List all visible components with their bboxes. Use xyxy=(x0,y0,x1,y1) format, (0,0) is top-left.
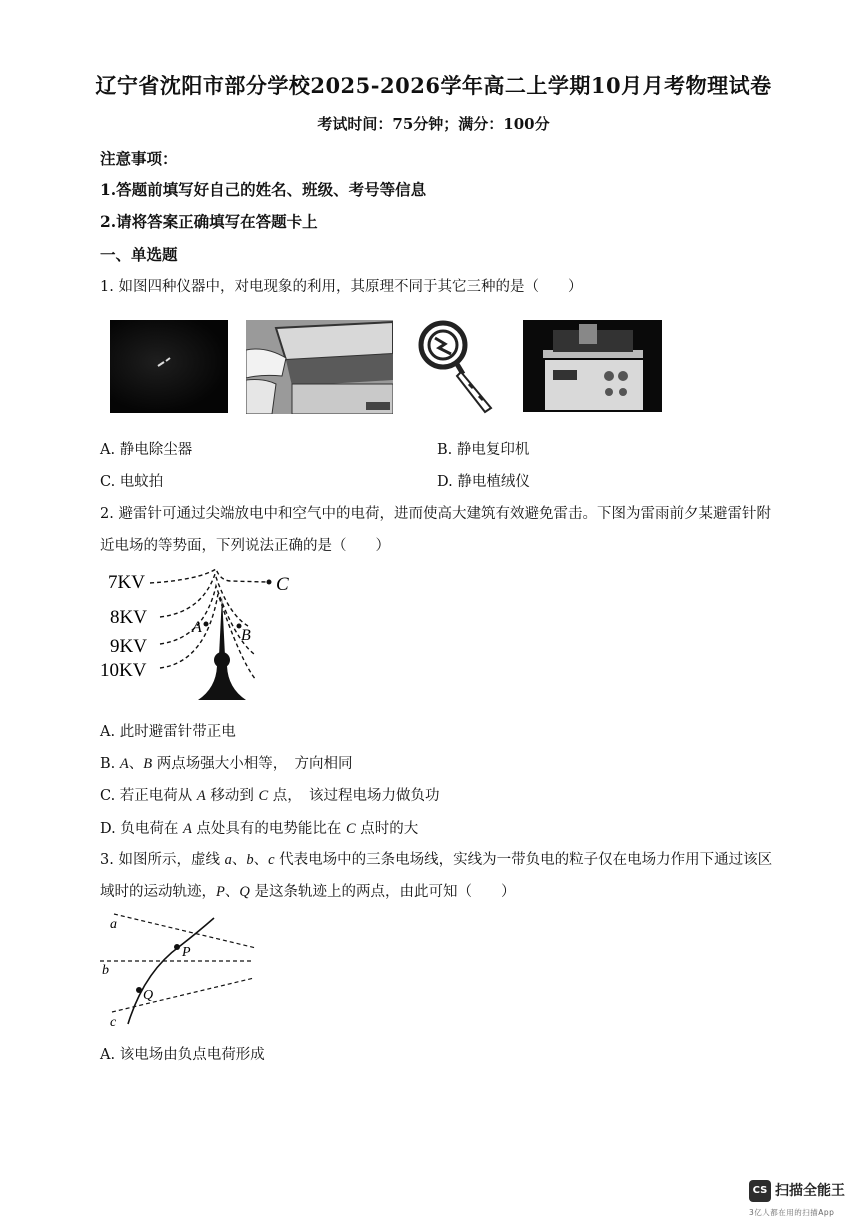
q3-stem-line-2: 域时的运动轨迹，P、Q 是这条轨迹上的两点，由此可知（ ） xyxy=(100,884,516,900)
q1-stem: 1. 如图四种仪器中，对电现象的利用，其原理不同于其它三种的是（ ） xyxy=(100,279,583,295)
exam-subtitle: 考试时间：75分钟；满分：100分 xyxy=(317,115,550,133)
q2-stem-line-2: 近电场的等势面，下列说法正确的是（ ） xyxy=(100,538,390,554)
camscanner-tagline: 3亿人都在用的扫描App xyxy=(749,1208,835,1217)
q2-option-c: C. 若正电荷从 A 移动到 C 点， 该过程电场力做负功 xyxy=(100,788,440,804)
label-line-b: b xyxy=(102,963,109,978)
label-point-b: B xyxy=(241,627,251,644)
label-line-a: a xyxy=(110,917,117,932)
q1-option-b: B. 静电复印机 xyxy=(437,442,530,458)
label-point-p: P xyxy=(182,945,191,960)
notes-item-1: 1.答题前填写好自己的姓名、班级、考号等信息 xyxy=(100,180,427,199)
field-line-figure xyxy=(98,908,263,1030)
photocopier-drawing xyxy=(246,320,393,414)
mosquito-swatter-drawing xyxy=(415,318,507,414)
q2-option-d: D. 负电荷在 A 点处具有的电势能比在 C 点时的大 xyxy=(100,821,419,837)
notes-heading: 注意事项： xyxy=(100,149,178,168)
label-point-a: A xyxy=(192,619,202,636)
label-7kv: 7KV xyxy=(108,572,145,593)
lightning-rod-figure xyxy=(98,562,298,710)
photo-photocopier xyxy=(246,320,393,414)
notes-item-2: 2.请将答案正确填写在答题卡上 xyxy=(100,212,318,231)
label-10kv: 10KV xyxy=(100,660,147,681)
label-point-c: C xyxy=(276,574,289,595)
q1-option-a: A. 静电除尘器 xyxy=(100,442,193,458)
photo-mosquito-swatter xyxy=(415,318,507,414)
field-line-diagram xyxy=(98,908,263,1030)
q1-option-c: C. 电蚊拍 xyxy=(100,474,164,490)
exam-title: 辽宁省沈阳市部分学校2025-2026学年高二上学期10月月考物理试卷 xyxy=(95,73,772,98)
q2-stem-line-1: 2. 避雷针可通过尖端放电中和空气中的电荷，进而使高大建筑有效避免雷击。下图为雷雨前夕某避雷针附 xyxy=(100,506,771,522)
q1-option-d: D. 静电植绒仪 xyxy=(437,474,530,490)
camscanner-brand: 扫描全能王 xyxy=(775,1183,845,1199)
dust-precipitator-sparks xyxy=(110,320,228,413)
camscanner-logo: CS xyxy=(749,1180,771,1202)
photo-flocking-machine xyxy=(523,320,662,412)
q3-option-a: A. 该电场由负点电荷形成 xyxy=(100,1047,265,1063)
q2-option-a: A. 此时避雷针带正电 xyxy=(100,724,236,740)
label-line-c: c xyxy=(110,1015,117,1030)
label-8kv: 8KV xyxy=(110,607,147,628)
section-heading: 一、单选题 xyxy=(100,245,178,264)
label-9kv: 9KV xyxy=(110,636,147,657)
q3-stem-line-1: 3. 如图所示，虚线 a、b、c 代表电场中的三条电场线，实线为一带负电的粒子仅在电场力作用下通过该区 xyxy=(100,852,773,868)
label-point-q: Q xyxy=(143,988,154,1003)
lightning-rod-diagram xyxy=(98,562,298,710)
q2-option-b: B. A、B 两点场强大小相等， 方向相同 xyxy=(100,756,353,772)
photo-dust-precipitator xyxy=(110,320,228,413)
flocking-machine-drawing xyxy=(523,320,662,412)
